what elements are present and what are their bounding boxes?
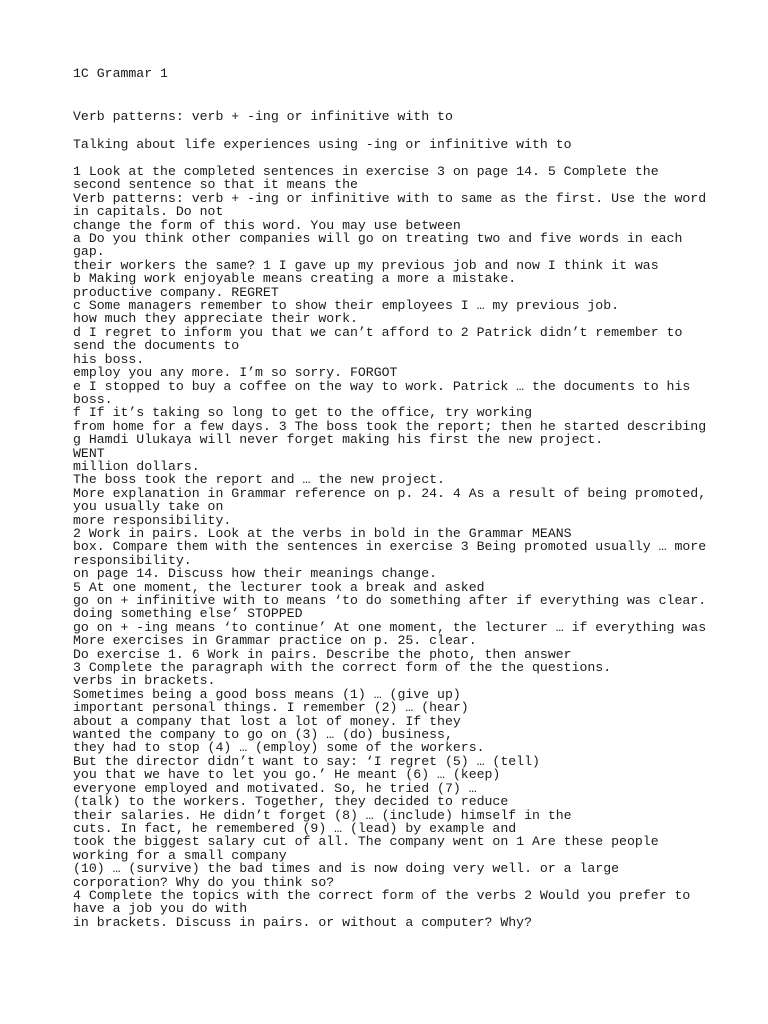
text-line: go on + infinitive with to means ‘to do something after if everything was clear. bbox=[73, 593, 707, 608]
text-line: working for a small company bbox=[73, 847, 287, 863]
text-line: (10) … (survive) the bad times and is now doing very well. or a large bbox=[73, 861, 620, 877]
text-line: his boss. bbox=[73, 351, 145, 367]
text-line: on page 14. Discuss how their meanings change. bbox=[73, 566, 438, 582]
text-line: The boss took the report and … the new project. bbox=[73, 472, 445, 488]
text-line: g Hamdi Ulukaya will never forget making his first the new project. bbox=[73, 432, 604, 448]
text-line: d I regret to inform you that we can’t afford to 2 Patrick didn’t remember to bbox=[73, 324, 683, 340]
text-line: everyone employed and motivated. So, he tried (7) … bbox=[73, 780, 477, 796]
text-line: f If it’s taking so long to get to the office, try working bbox=[73, 405, 532, 421]
text-line: wanted the company to go on (3) … (do) business, bbox=[73, 727, 453, 743]
text-line: employ you any more. I’m so sorry. FORGOT bbox=[73, 365, 398, 381]
text-line: WENT bbox=[73, 445, 105, 461]
text-line: Sometimes being a good boss means (1) … (give up) bbox=[73, 686, 461, 702]
text-line: took the biggest salary cut of all. The company went on 1 Are these people bbox=[73, 834, 659, 850]
text-line: More exercises in Grammar practice on p. 25. clear. bbox=[73, 633, 477, 649]
text-line: cuts. In fact, he remembered (9) … (lead) by example and bbox=[73, 820, 517, 836]
text-line: million dollars. bbox=[73, 458, 200, 474]
text-line: Do exercise 1. 6 Work in pairs. Describe the photo, then answer bbox=[73, 646, 572, 662]
text-line: a Do you think other companies will go on treating two and five words in each bbox=[73, 231, 683, 247]
text-line: e I stopped to buy a coffee on the way to work. Patrick … the documents to his bbox=[73, 378, 691, 394]
text-line: 2 Work in pairs. Look at the verbs in bold in the Grammar MEANS bbox=[73, 525, 572, 541]
text-line: verbs in brackets. bbox=[73, 673, 216, 689]
page-title: 1C Grammar 1 bbox=[73, 66, 168, 81]
text-line: important personal things. I remember (2) … (hear) bbox=[73, 700, 469, 716]
text-line: boss. bbox=[73, 391, 113, 407]
text-line: 1 Look at the completed sentences in exercise 3 on page 14. 5 Complete the bbox=[73, 164, 659, 179]
text-line: their salaries. He didn’t forget (8) … (include) himself in the bbox=[73, 807, 572, 823]
text-line: 5 At one moment, the lecturer took a break and asked bbox=[73, 579, 485, 595]
text-line: gap. bbox=[73, 244, 105, 260]
text-line: change the form of this word. You may use between bbox=[73, 217, 461, 233]
text-line: about a company that lost a lot of money. If they bbox=[73, 713, 461, 729]
text-line: their workers the same? 1 I gave up my previous job and now I think it was bbox=[73, 257, 659, 273]
text-line: responsibility. bbox=[73, 552, 192, 568]
text-line: you that we have to let you go.’ He meant (6) … (keep) bbox=[73, 767, 501, 783]
text-line: have a job you do with bbox=[73, 901, 248, 917]
text-line: go on + -ing means ‘to continue’ At one moment, the lecturer … if everything was bbox=[73, 619, 707, 635]
text-line: how much they appreciate their work. bbox=[73, 311, 358, 327]
text-line: (talk) to the workers. Together, they decided to reduce bbox=[73, 794, 509, 810]
text-line: b Making work enjoyable means creating a more a mistake. bbox=[73, 271, 517, 287]
text-line: 4 Complete the topics with the correct form of the verbs 2 Would you prefer to bbox=[73, 887, 691, 903]
text-line: more responsibility. bbox=[73, 512, 232, 528]
text-line: you usually take on bbox=[73, 499, 224, 515]
text-line: doing something else’ STOPPED bbox=[73, 606, 303, 622]
text-line: 3 Complete the paragraph with the correct form of the the questions. bbox=[73, 660, 612, 676]
section-heading-life-experiences: Talking about life experiences using -ing or infinitive with to bbox=[73, 137, 572, 152]
text-line: box. Compare them with the sentences in exercise 3 Being promoted usually … more bbox=[73, 539, 707, 555]
text-line: in capitals. Do not bbox=[73, 204, 224, 220]
text-line: they had to stop (4) … (employ) some of the workers. bbox=[73, 740, 485, 756]
text-line: c Some managers remember to show their employees I … my previous job. bbox=[73, 298, 620, 314]
text-line: second sentence so that it means the bbox=[73, 177, 358, 193]
text-line: corporation? Why do you think so? bbox=[73, 874, 335, 890]
text-line: in brackets. Discuss in pairs. or without a computer? Why? bbox=[73, 914, 532, 930]
section-heading-verb-patterns: Verb patterns: verb + -ing or infinitive with to bbox=[73, 109, 453, 124]
text-line: send the documents to bbox=[73, 338, 240, 354]
text-line: productive company. REGRET bbox=[73, 284, 279, 300]
body-text bbox=[73, 165, 713, 929]
text-line: Verb patterns: verb + -ing or infinitive with to same as the first. Use the word bbox=[73, 190, 707, 206]
text-line: But the director didn’t want to say: ‘I regret (5) … (tell) bbox=[73, 753, 540, 769]
text-line: More explanation in Grammar reference on p. 24. 4 As a result of being promoted, bbox=[73, 485, 707, 501]
text-line: from home for a few days. 3 The boss took the report; then he started describing bbox=[73, 418, 707, 434]
